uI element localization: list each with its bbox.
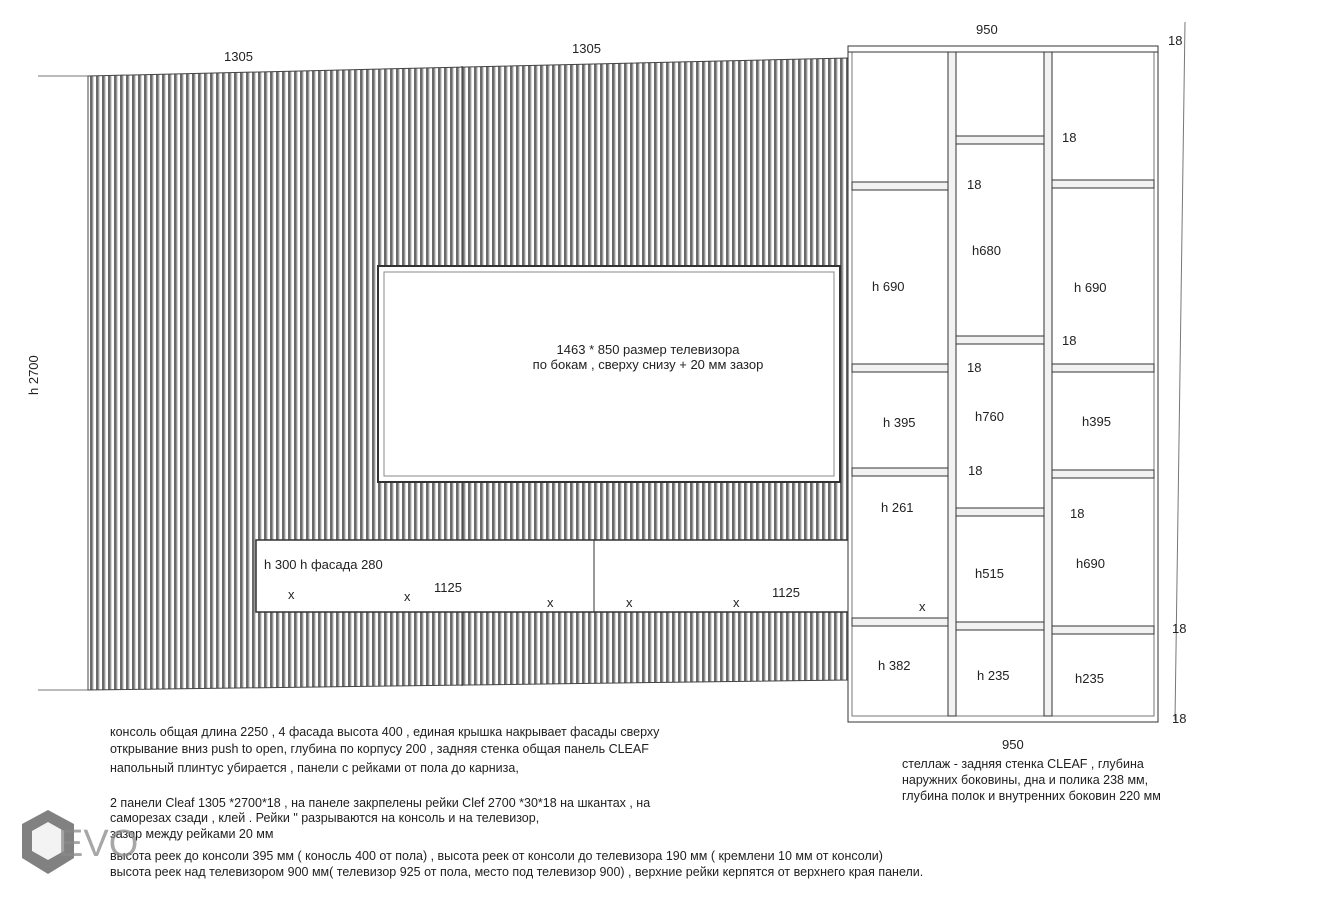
shelving-note-line: наружних боковины, дна и полика 238 мм, <box>902 773 1149 787</box>
note-line: напольный плинтус убирается , панели с рейками от пола до карниза, <box>110 761 519 775</box>
note-line: открывание вниз push to open, глубина по корпусу 200 , задняя стенка общая панель CLEAF <box>110 742 649 756</box>
shelf-left-h2: h 395 <box>883 415 916 430</box>
logo-text: EVO <box>58 823 139 865</box>
console <box>256 540 948 612</box>
shelf-right-h2: h395 <box>1082 414 1111 429</box>
shelf-mid-h4: h 235 <box>977 668 1010 683</box>
shelf-bottom-width: 950 <box>1002 737 1024 752</box>
note-line: 2 панели Cleaf 1305 *2700*18 , на панеле закрпелены рейки Clef 2700 *30*18 на шкантах , на <box>110 796 651 810</box>
top-thickness: 18 <box>1168 33 1183 48</box>
console-mark: x <box>626 595 633 610</box>
console-mark: x <box>733 595 740 610</box>
shelf-top-width: 950 <box>976 22 998 37</box>
note-line: зазор между рейками 20 мм <box>110 827 274 841</box>
gap-mark: 18 <box>1062 333 1077 348</box>
shelving-note-line: стеллаж - задняя стенка CLEAF , глубина <box>902 757 1144 771</box>
tv-size-label: 1463 * 850 размер телевизора <box>556 342 740 357</box>
bottom-thickness: 18 <box>1172 711 1187 726</box>
console-mark: x <box>288 587 295 602</box>
panel-left-width: 1305 <box>224 49 253 64</box>
gap-mark: 18 <box>967 177 982 192</box>
console-height-label: h 300 h фасада 280 <box>264 557 383 572</box>
shelf-left-h3: h 261 <box>881 500 914 515</box>
shelf-mid-h1: h680 <box>972 243 1001 258</box>
right-mid-thickness: 18 <box>1172 621 1187 636</box>
gap-mark: 18 <box>1062 130 1077 145</box>
gap-mark: 18 <box>1070 506 1085 521</box>
gap-mark: 18 <box>967 360 982 375</box>
note-line: высота реек до консоли 395 мм ( коносль 400 от пола) , высота реек от консоли до телевизора 190 мм ( кремлени 10 мм от консоли) <box>110 849 883 863</box>
shelf-mid-h2: h760 <box>975 409 1004 424</box>
note-line: саморезах сзади , клей . Рейки " разрываются на консоль и на телевизор, <box>110 811 540 825</box>
shelf-left-h4: h 382 <box>878 658 911 673</box>
hexagon-logo-icon <box>18 808 139 880</box>
console-left-width: 1125 <box>434 580 462 595</box>
shelf-mid-h3: h515 <box>975 566 1004 581</box>
shelf-left-h1: h 690 <box>872 279 905 294</box>
panel-right-width: 1305 <box>572 41 601 56</box>
shelf-right-h1: h 690 <box>1074 280 1107 295</box>
console-right-width: 1125 <box>772 585 800 600</box>
wall-height: h 2700 <box>26 355 41 395</box>
note-line: консоль общая длина 2250 , 4 фасада высота 400 , единая крышка накрывает фасады сверху <box>110 725 660 739</box>
note-line: высота реек над телевизором 900 мм( телевизор 925 от пола, место под телевизор 900) , верхние рейки керпятся от верхнего края панели. <box>110 865 924 879</box>
shelving-unit <box>848 46 1158 722</box>
tv-opening <box>378 266 840 482</box>
gap-mark: 18 <box>968 463 983 478</box>
console-mark: x <box>547 595 554 610</box>
shelf-right-h3: h690 <box>1076 556 1105 571</box>
shelf-right-h4: h235 <box>1075 671 1104 686</box>
console-mark: x <box>404 589 411 604</box>
shelving-note-line: глубина полок и внутренних боковин 220 мм <box>902 789 1161 803</box>
tv-gap-label: по бокам , сверху снизу + 20 мм зазор <box>532 357 764 372</box>
console-mark: x <box>919 599 926 614</box>
